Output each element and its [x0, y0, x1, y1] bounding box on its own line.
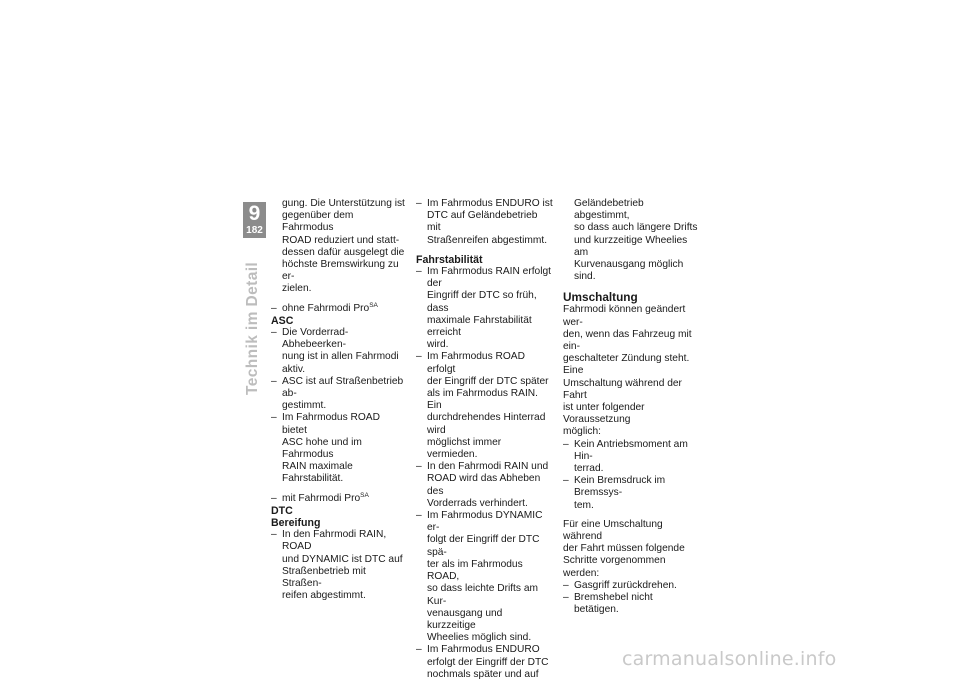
- list-item: – Kein Antriebsmoment am Hin- terrad.: [563, 438, 688, 475]
- list-item: – Die Vorderrad-Abhebeerken- nung ist in allen Fahrmodi aktiv.: [271, 327, 399, 375]
- list-item: – Im Fahrmodus ROAD bietet ASC hohe und im Fahrmodus RAIN maximale Fahrstabilität.: [271, 412, 380, 485]
- heading-asc: ASC: [271, 314, 294, 327]
- text-column-1: [271, 198, 406, 603]
- paragraph-continuation: Geländebetrieb abgestimmt, so dass auch längere Drifts und kurzzeitige Wheelies am Kurvenausgang möglich sind.: [574, 198, 698, 283]
- list-item: – In den Fahrmodi RAIN und ROAD wird das Abheben des Vorderrads verhindert.: [416, 461, 549, 509]
- page-number: 182: [246, 225, 263, 236]
- chapter-number: 9: [248, 202, 261, 225]
- list-item: – Im Fahrmodus ENDURO erfolgt der Eingriff der DTC nochmals später und auf: [416, 644, 549, 680]
- chapter-badge: [243, 202, 266, 238]
- list-item: – Kein Bremsdruck im Bremssys- tem.: [563, 475, 666, 511]
- list-item: – ASC ist auf Straßenbetrieb ab- gestimmt.: [271, 375, 404, 412]
- list-item: – Im Fahrmodus DYNAMIC er- folgt der Eingriff der DTC spä- ter als im Fahrmodus ROAD, so dass leichte Drifts am Kur- venausgang und kurzzeitige Wheelies möglich sind.: [416, 510, 543, 644]
- list-item: – In den Fahrmodi RAIN, ROAD und DYNAMIC ist DTC auf Straßenbetrieb mit Straßen- reifen abgestimmt.: [271, 529, 403, 602]
- heading-fahrstabilitaet: Fahrstabilität: [416, 253, 483, 266]
- chapter-side-title: Technik im Detail: [244, 261, 261, 395]
- text-column-2: [416, 198, 553, 681]
- list-item: – Bremshebel nicht betätigen.: [563, 592, 653, 616]
- list-item: – Im Fahrmodus ENDURO ist DTC auf Geländebetrieb mit Straßenreifen abgestimmt.: [416, 198, 553, 246]
- watermark: carmanualsonline.info: [622, 648, 837, 670]
- heading-bereifung: Bereifung: [271, 517, 321, 530]
- heading-umschaltung: Umschaltung: [563, 290, 638, 305]
- option-note-pro: – mit Fahrmodi Pro$^{SA}$: [271, 491, 369, 504]
- paragraph-intro: Fahrmodi können geändert wer- den, wenn das Fahrzeug mit ein- geschalteter Zündung steht. Eine Umschaltung während der Fahrt ist unter folgender Voraussetzung möglich:: [563, 304, 692, 438]
- text-column-3: [563, 198, 700, 617]
- list-item: – Im Fahrmodus RAIN erfolgt der Eingriff der DTC so früh, dass maximale Fahrstabilität erreicht wird.: [416, 266, 551, 351]
- paragraph-continuation: gung. Die Unterstützung ist gegenüber dem Fahrmodus ROAD reduziert und statt- dessen dafür ausgelegt die höchste Bremswirkung zu er- zielen.: [282, 198, 405, 295]
- list-item: – Gasgriff zurückdrehen.: [563, 579, 677, 591]
- list-item: – Im Fahrmodus ROAD erfolgt der Eingriff der DTC später als im Fahrmodus RAIN. Ein durchdrehendes Hinterrad wird möglichst immer vermieden.: [416, 351, 549, 461]
- heading-dtc: DTC: [271, 504, 293, 517]
- option-note-pro: – ohne Fahrmodi Pro$^{SA}$: [271, 301, 378, 314]
- paragraph-steps-intro: Für eine Umschaltung während der Fahrt müssen folgende Schritte vorgenommen werden:: [563, 518, 685, 579]
